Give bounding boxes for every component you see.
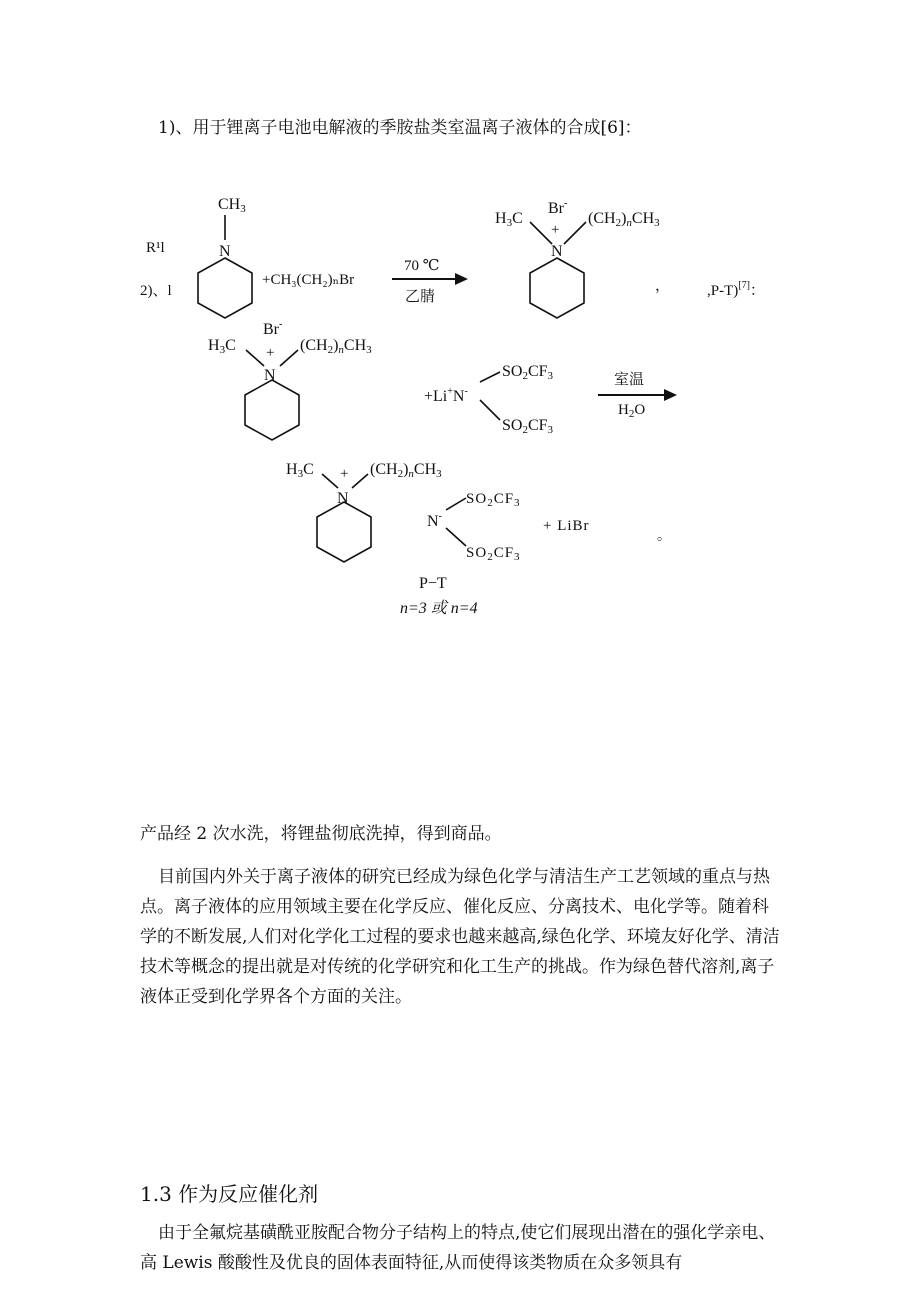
product-triflyl-top: $SO_2CF_3$ xyxy=(466,491,521,509)
left-fragment-1: R¹l xyxy=(146,240,165,256)
product-condition: n=3 或 n=4 xyxy=(400,600,478,617)
left-fragment-2: 2)、l xyxy=(140,283,172,299)
reagent-alkyl-bromide: +CH₃(CH₂)ₙBr xyxy=(262,272,355,288)
paragraph-research: 目前国内外关于离子液体的研究已经成为绿色化学与清洁生产工艺领域的重点与热点。离子液体的应用领域主要在化学反应、催化反应、分离技术、电化学等。随着科学的不断发展,人们对化学化工过程的要求也越来越高,绿色化学、环境友好化学、清洁技术等概念的提出就是对传统的化学研究和化工生产的挑战。作为绿色替代溶剂,离子液体正受到化学界各个方面的关注。 xyxy=(140,867,780,1007)
triflyl-group-top: SO2CF3 xyxy=(502,363,554,382)
condition-room-temp: 室温 xyxy=(614,372,645,388)
reactant2-h3c: H3C xyxy=(208,337,236,356)
condition-temperature: 70 ℃ xyxy=(404,258,440,274)
section-heading: 1.3 作为反应催化剂 xyxy=(140,1182,319,1206)
reaction-scheme xyxy=(0,0,920,640)
right-fragment: ,P-T)[7]： xyxy=(707,280,765,299)
product-triflyl-bottom: $SO_2CF_3$ xyxy=(466,545,521,563)
product2-alkyl-chain: (CH2)nCH3 xyxy=(370,461,442,480)
scheme1-comma: ， xyxy=(655,278,671,294)
byproduct-libr: + LiBr xyxy=(543,518,590,534)
reaction-arrow-2 xyxy=(598,389,677,401)
imide-bonds-1 xyxy=(480,372,500,420)
product2-plus: + xyxy=(340,466,349,482)
imide-bonds-2 xyxy=(446,498,466,546)
paragraph-catalyst: 由于全氟烷基磺酰亚胺配合物分子结构上的特点,使它们展现出潜在的强化学亲电、高 Lewis 酸酸性及优良的固体表面特征,从而使得该类物质在众多领具有 xyxy=(140,1223,776,1273)
product-label: P−T xyxy=(419,575,447,592)
nitrogen-label: N xyxy=(219,243,231,260)
reactant2-alkyl-chain: (CH2)nCH3 xyxy=(300,337,372,356)
product1-plus: + xyxy=(551,222,560,238)
product1-bromide: Br- xyxy=(548,198,568,217)
imide-anion: N- xyxy=(427,511,442,530)
product1-h3c: H3C xyxy=(495,210,523,229)
product1-nitrogen: N xyxy=(551,243,563,260)
product1-alkyl-chain: (CH2)nCH3 xyxy=(588,210,660,229)
reactant2-bromide: Br- xyxy=(263,319,283,338)
piperidinium-reactant-2 xyxy=(245,350,299,440)
reactant2-plus: + xyxy=(266,345,275,361)
condition-solvent: 乙腈 xyxy=(405,289,436,305)
scheme2-end-mark: 。 xyxy=(657,529,671,544)
n-methylpiperidine xyxy=(198,215,252,318)
triflyl-group-bottom: SO2CF3 xyxy=(502,417,554,436)
condition-water: $H_2O$ xyxy=(618,402,646,420)
intro-line: 1)、用于锂离子电池电解液的季胺盐类室温离子液体的合成[6]： xyxy=(158,118,642,138)
reactant2-nitrogen: N xyxy=(264,367,276,384)
lithium-reagent: +Li+N- xyxy=(424,386,468,405)
reaction-arrow-1 xyxy=(392,273,468,285)
piperidinium-product-2 xyxy=(317,474,371,562)
paragraph-wash: 产品经 2 次水洗，将锂盐彻底洗掉，得到商品。 xyxy=(140,824,502,844)
product2-h3c: H3C xyxy=(286,461,314,480)
product2-nitrogen: N xyxy=(337,490,349,507)
methyl-label: CH3 xyxy=(218,196,246,215)
